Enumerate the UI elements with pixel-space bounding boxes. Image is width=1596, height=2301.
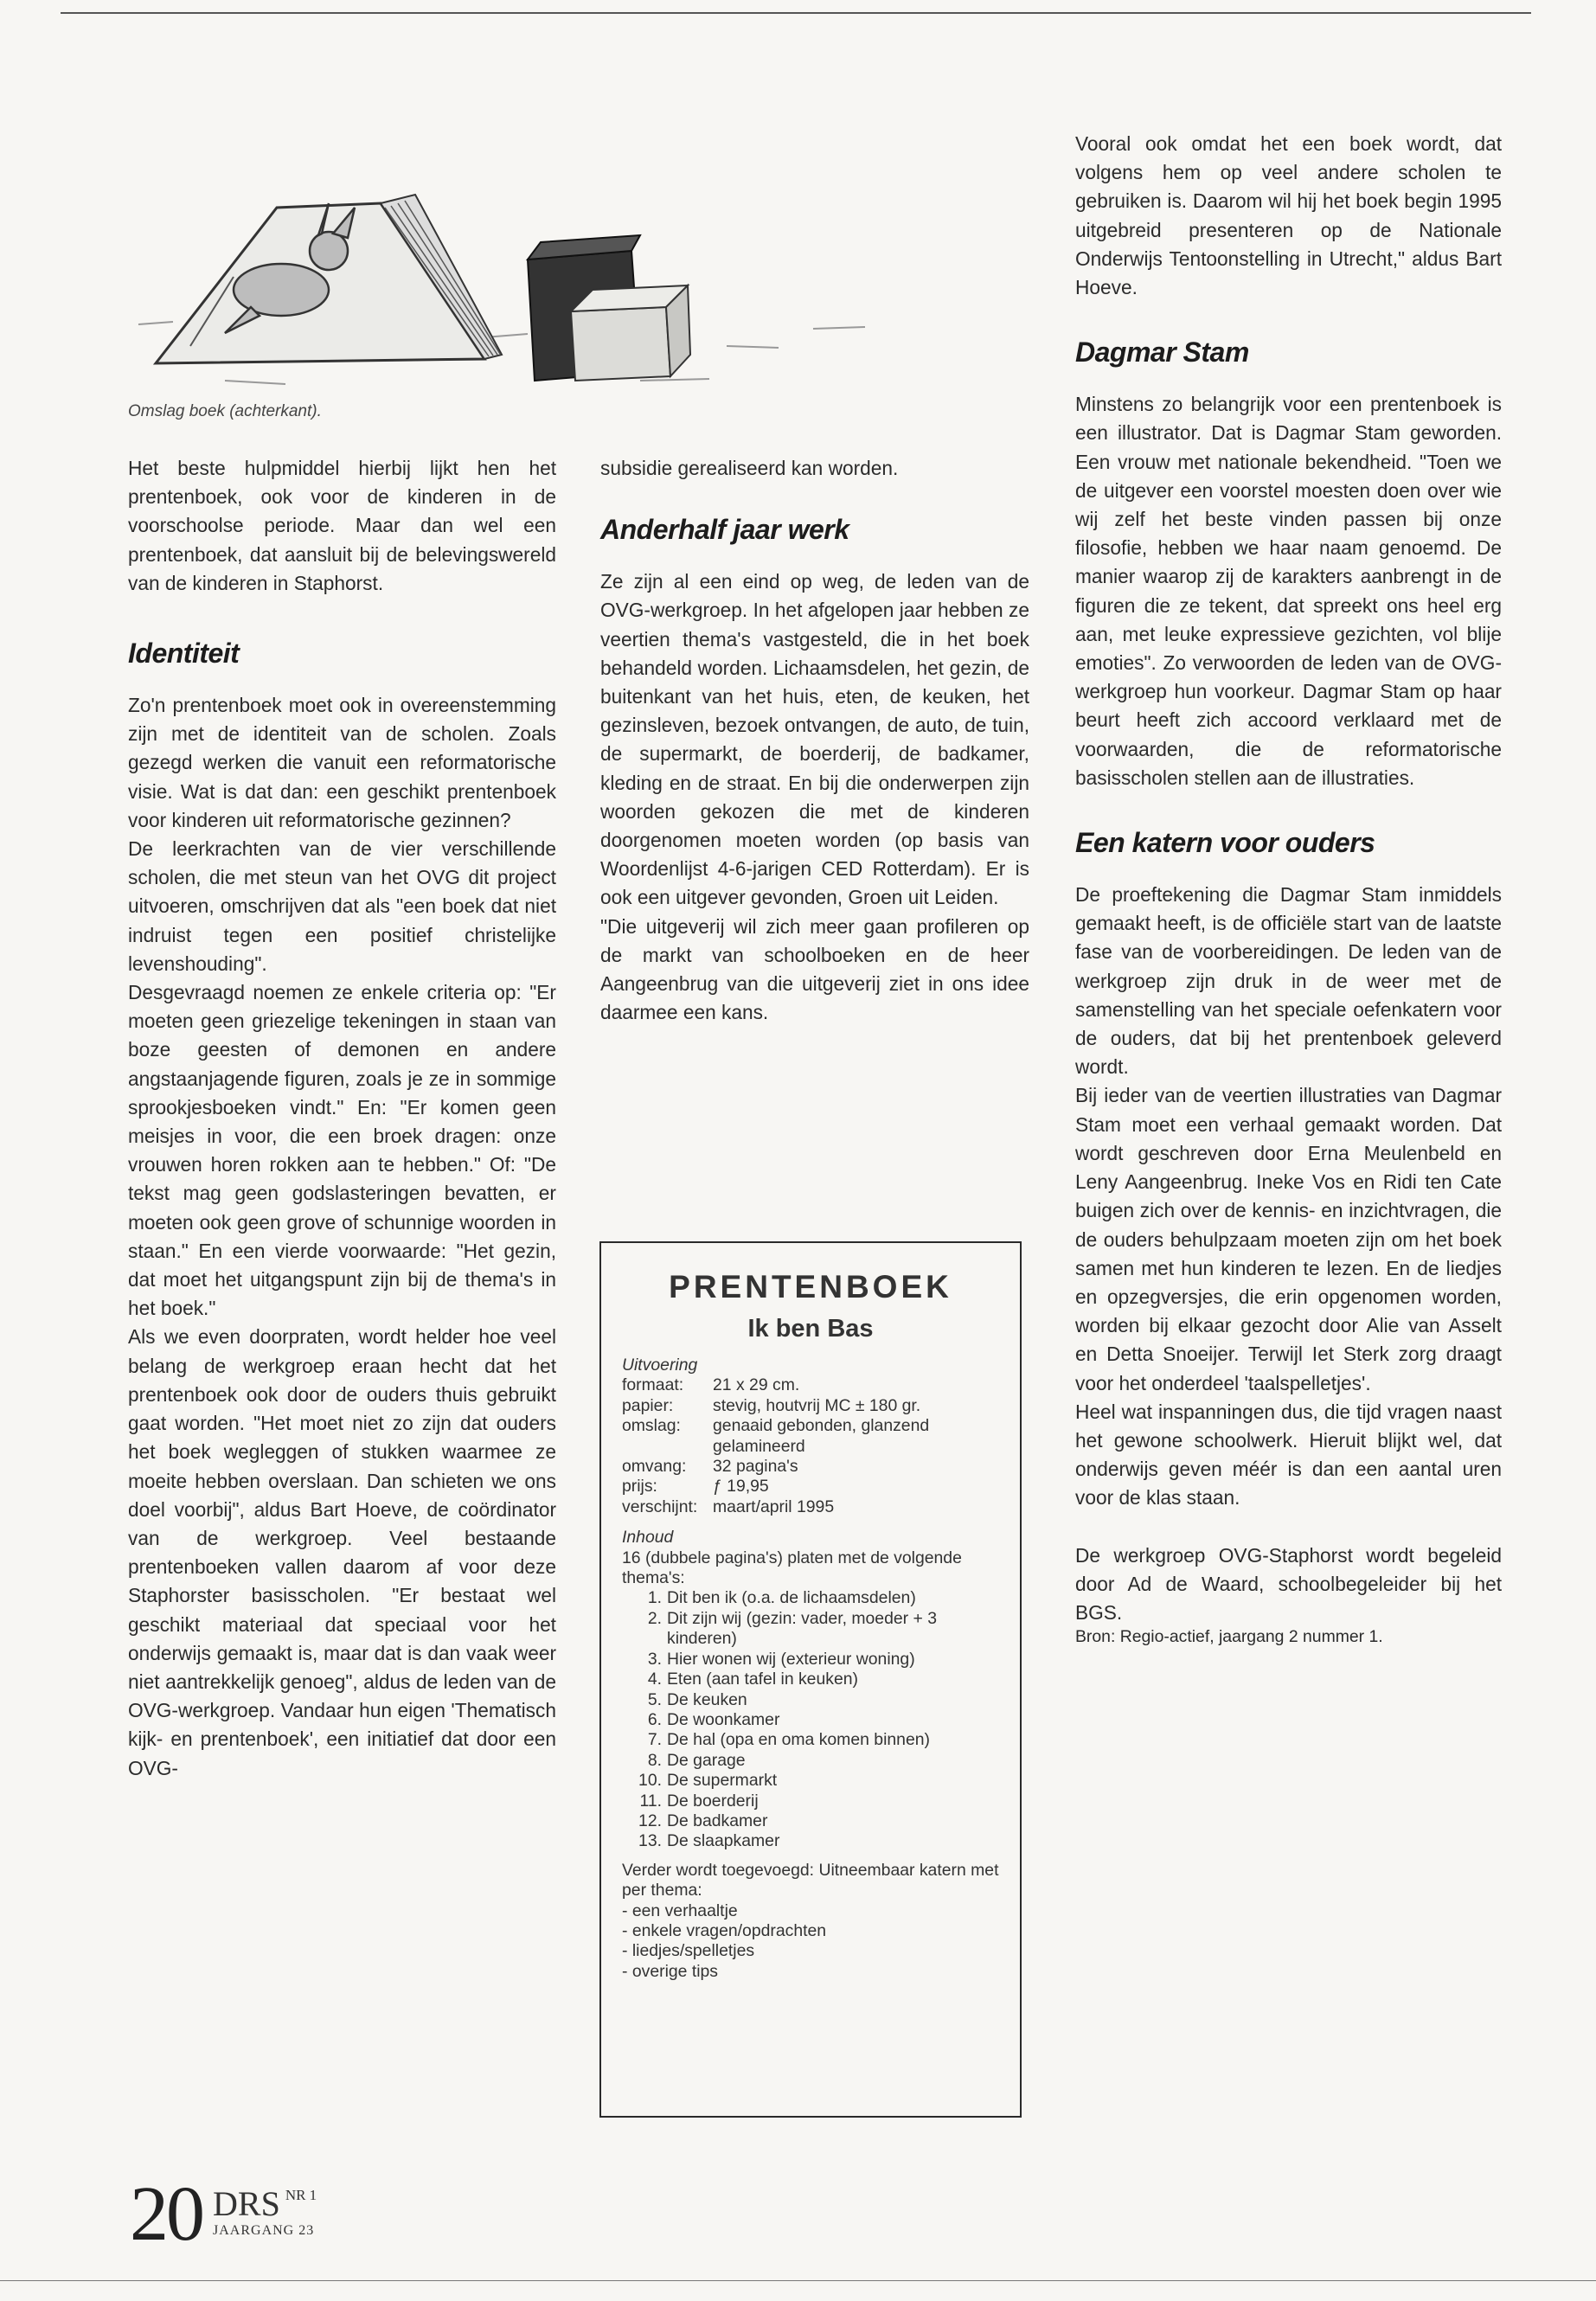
spec-row [622, 1477, 999, 1497]
theme-text: De garage [667, 1750, 746, 1770]
column-3 [1075, 130, 1502, 1647]
theme-text: De woonkamer [667, 1709, 780, 1729]
spec-list [622, 1375, 999, 1517]
heading-identiteit: Identiteit [128, 638, 240, 670]
theme-item [622, 1670, 999, 1689]
spec-row [622, 1396, 999, 1416]
prentenboek-info-box [599, 1241, 1022, 2118]
theme-text: De boerderij [667, 1791, 759, 1811]
theme-item [622, 1609, 999, 1650]
theme-number: 10. [638, 1771, 662, 1791]
theme-number: 13. [638, 1831, 662, 1851]
paragraph: subsidie gerealiseerd kan worden. [600, 457, 899, 479]
issue-number: NR 1 [285, 2187, 317, 2203]
extra-item: - liedjes/spelletjes [622, 1941, 755, 1961]
spec-value: 32 pagina's [713, 1457, 798, 1477]
column-2 [600, 454, 1029, 1027]
paragraph: Minstens zo belangrijk voor een prentenboek is een illustrator. Dat is Dagmar Stam geworden. Een vrouw met nationale bekendheid. "Toen we de uitgever een voorstel moesten doen over wie wij zelf het beste vinden passen bij onze filosofie, hebben we haar naam genoemd. De manier waarop zij de karakters aanbrengt in de figuren die ze tekent, dat spreekt ons heel erg aan, met leuke expressieve gezichten, vol blije emoties". Zo verwoorden de leden van de OVG-werkgroep hun voorkeur. Dagmar Stam op haar beurt heeft zich accoord verklaard met de voorwaarden, die de reformatorische basisscholen stellen aan de illustraties. [1075, 393, 1502, 789]
extras-list [622, 1901, 999, 1983]
spec-value: genaaid gebonden, glanzend gelamineerd [713, 1416, 930, 1456]
spec-key: omslag: [622, 1416, 681, 1436]
paragraph: De leerkrachten van de vier verschillende scholen, die met steun van het OVG dit project uitvoeren, omschrijven dat als "een boek dat niet indruist tegen een positief christelijke levenshouding". [128, 837, 556, 975]
paragraph: Het beste hulpmiddel hierbij lijkt hen het prentenboek, ook voor de kinderen in de voorschoolse periode. Maar dan wel een prentenboek, dat aansluit bij de belevingswereld van de kinderen in Staphorst. [128, 457, 556, 594]
verder-text: Verder wordt toegevoegd: Uitneembaar katern met per thema: [622, 1860, 999, 1900]
paragraph: Heel wat inspanningen dus, die tijd vragen naast het gewone schoolwerk. Hieruit blijkt wel, dat onderwijs geven méér is dan een aantal uren voor de klas staan. [1075, 1400, 1502, 1509]
paragraph: De proeftekening die Dagmar Stam inmiddels gemaakt heeft, is de officiële start van de laatste fase van de voorbereidingen. De leden van de werkgroep zijn druk in de weer met de samenstelling van het speciale oefenkatern voor de ouders, dat bij het prentenboek geleverd wordt. [1075, 883, 1502, 1079]
spec-key: papier: [622, 1395, 674, 1415]
theme-text: De badkamer [667, 1811, 768, 1830]
theme-text: Dit zijn wij (gezin: vader, moeder + 3 kinderen) [667, 1608, 938, 1649]
spec-value: stevig, houtvrij MC ± 180 gr. [713, 1395, 921, 1415]
uitvoering-label: Uitvoering [622, 1356, 698, 1375]
box-title: PRENTENBOEK [669, 1269, 952, 1304]
magazine-mark [213, 2184, 317, 2239]
spec-value: maart/april 1995 [713, 1497, 835, 1516]
spec-key: verschijnt: [622, 1497, 698, 1516]
spec-key: prijs: [622, 1477, 657, 1497]
theme-item [622, 1831, 999, 1851]
theme-number: 6. [647, 1709, 662, 1729]
paragraph: Als we even doorpraten, wordt helder hoe veel belang de werkgroep eraan hecht dat het prentenboek ook door de ouders thuis gebruikt gaat worden. "Het moet niet zo zijn dat ouders het boek wegleggen of stukken waarmee ze moeite hebben overslaan. Dan schieten we ons doel voorbij", aldus Bart Hoeve, de coördinator van de werkgroep. Veel bestaande prentenboeken vallen daarom af voor deze Staphorster basisscholen. "Er bestaat wel geschikt materiaal dat speciaal voor het onderwijs gemaakt is, maar dat is dan vaak weer niet aantrekkelijk genoeg", aldus de leden van de OVG-werkgroep. Vandaar hun eigen 'Thematisch kijk- en prentenboek', een initiatief dat door een OVG- [128, 1325, 556, 1779]
theme-text: Hier wonen wij (exterieur woning) [667, 1649, 915, 1669]
heading-katern-ouders: Een katern voor ouders [1075, 827, 1375, 859]
theme-item [622, 1710, 999, 1730]
theme-text: Eten (aan tafel in keuken) [667, 1670, 858, 1689]
theme-item [622, 1730, 999, 1750]
spec-row [622, 1497, 999, 1517]
theme-item [622, 1771, 999, 1791]
theme-number: 1. [647, 1588, 662, 1608]
theme-text: De slaapkamer [667, 1831, 780, 1851]
extra-item: - enkele vragen/opdrachten [622, 1920, 827, 1940]
spec-key: omvang: [622, 1457, 687, 1477]
paragraph: De werkgroep OVG-Staphorst wordt begeleid door Ad de Waard, schoolbegeleider bij het BGS. [1075, 1543, 1502, 1624]
theme-text: De hal (opa en oma komen binnen) [667, 1730, 930, 1750]
paragraph: Zo'n prentenboek moet ook in overeenstemming zijn met de identiteit van de scholen. Zoals gezegd werken die vanuit een reformatorische visie. Wat is dat dan: een geschikt prentenboek voor kinderen uit reformatorische gezinnen? [128, 694, 556, 831]
theme-number: 12. [638, 1811, 662, 1830]
theme-item [622, 1690, 999, 1710]
spec-value: ƒ 19,95 [713, 1477, 769, 1497]
paragraph: Vooral ook omdat het een boek wordt, dat volgens hem op veel andere scholen te gebruiken is. Daarom wil hij het boek begin 1995 uitgebreid presenteren op de Nationale Onderwijs Tentoonstelling in Utrecht," aldus Bart Hoeve. [1075, 132, 1502, 299]
paragraph: Ze zijn al een eind op weg, de leden van de OVG-werkgroep. In het afgelopen jaar hebben ze veertien thema's vastgesteld, die in het boek behandeld worden. Lichaamsdelen, het gezin, de buitenkant van het huis, eten, de keuken, het gezinsleven, bezoek ontvangen, de auto, de tuin, de supermarkt, de boerderij, de badkamer, kleding en de straat. En bij die onderwerpen zijn woorden gekozen die met de kinderen doorgenomen moeten worden (op basis van Woordenlijst 4-6-jarigen CED Rotterdam). Er is ook een uitgever gevonden, Groen uit Leiden. [600, 570, 1029, 909]
spec-row [622, 1375, 999, 1395]
extra-item: - een verhaaltje [622, 1900, 738, 1920]
page-folio [130, 2171, 317, 2257]
theme-number: 11. [639, 1791, 662, 1811]
extra-item: - overige tips [622, 1961, 719, 1981]
top-rule [61, 12, 1531, 14]
book-cover-illustration [121, 121, 1021, 415]
inhoud-intro: 16 (dubbele pagina's) platen met de volgende thema's: [622, 1548, 962, 1588]
paragraph: Desgevraagd noemen ze enkele criteria op: "Er moeten geen griezelige tekeningen in staan van boze geesten of demonen en andere angstaanjagende figuren, zoals je ze in sommige sprookjesboeken vindt." En: "Er komen geen meisjes in voor, die een broek dragen: onze vrouwen horen rokken aan te hebben." Of: "De tekst mag geen godslasteringen bevatten, er moeten ook geen grove of schunnige woorden in staan." En een vierde voorwaarde: "Het gezin, dat moet het uitgangspunt zijn bij de thema's in het boek." [128, 981, 556, 1320]
illustration-caption: Omslag boek (achterkant). [128, 402, 322, 420]
spec-row [622, 1416, 999, 1457]
theme-number: 3. [647, 1649, 662, 1669]
theme-number: 8. [647, 1750, 662, 1770]
paragraph: Bij ieder van de veertien illustraties van Dagmar Stam moet een verhaal gemaakt worden. Dat wordt geschreven door Erna Meulenbeld en Leny Aangeenbrug. Ineke Vos en Ridi ten Cate buigen zich over de kennis- en inzichtvragen, die de ouders behulpzaam moeten zijn om het boek samen met hun kinderen te lezen. En de liedjes en opzegversjes, die erin opgenomen worden, worden bij elkaar gezocht door Alie van Asselt en Detta Snoeijer. Terwijl Iet Sterk zorg draagt voor het onderdeel 'taalspelletjes'. [1075, 1084, 1502, 1394]
spec-key: formaat: [622, 1375, 684, 1395]
inhoud-label: Inhoud [622, 1528, 674, 1548]
theme-item [622, 1751, 999, 1771]
magazine-name: DRS [213, 2184, 280, 2223]
theme-text: De supermarkt [667, 1771, 778, 1791]
paragraph: "Die uitgeverij wil zich meer gaan profileren op de markt van schoolboeken en de heer Aangeenbrug van die uitgeverij ziet in ons idee daarmee een kans. [600, 914, 1029, 1024]
theme-number: 2. [647, 1608, 662, 1628]
theme-item [622, 1791, 999, 1811]
theme-text: De keuken [667, 1689, 747, 1709]
theme-item [622, 1811, 999, 1831]
theme-list [622, 1588, 999, 1851]
theme-item [622, 1650, 999, 1670]
theme-number: 5. [647, 1689, 662, 1709]
volume: JAARGANG 23 [213, 2223, 315, 2238]
theme-number: 4. [647, 1670, 662, 1689]
column-1 [128, 454, 556, 1783]
theme-text: Dit ben ik (o.a. de lichaamsdelen) [667, 1588, 916, 1608]
spec-value: 21 x 29 cm. [713, 1375, 800, 1395]
bottom-rule [0, 2280, 1596, 2281]
page-number: 20 [130, 2171, 202, 2257]
theme-number: 7. [647, 1730, 662, 1750]
box-subtitle: Ik ben Bas [747, 1315, 874, 1343]
theme-item [622, 1588, 999, 1608]
heading-anderhalf-jaar-werk: Anderhalf jaar werk [600, 514, 849, 546]
spec-row [622, 1457, 999, 1477]
heading-dagmar-stam: Dagmar Stam [1075, 336, 1249, 369]
source-note: Bron: Regio-actief, jaargang 2 nummer 1. [1075, 1627, 1383, 1647]
